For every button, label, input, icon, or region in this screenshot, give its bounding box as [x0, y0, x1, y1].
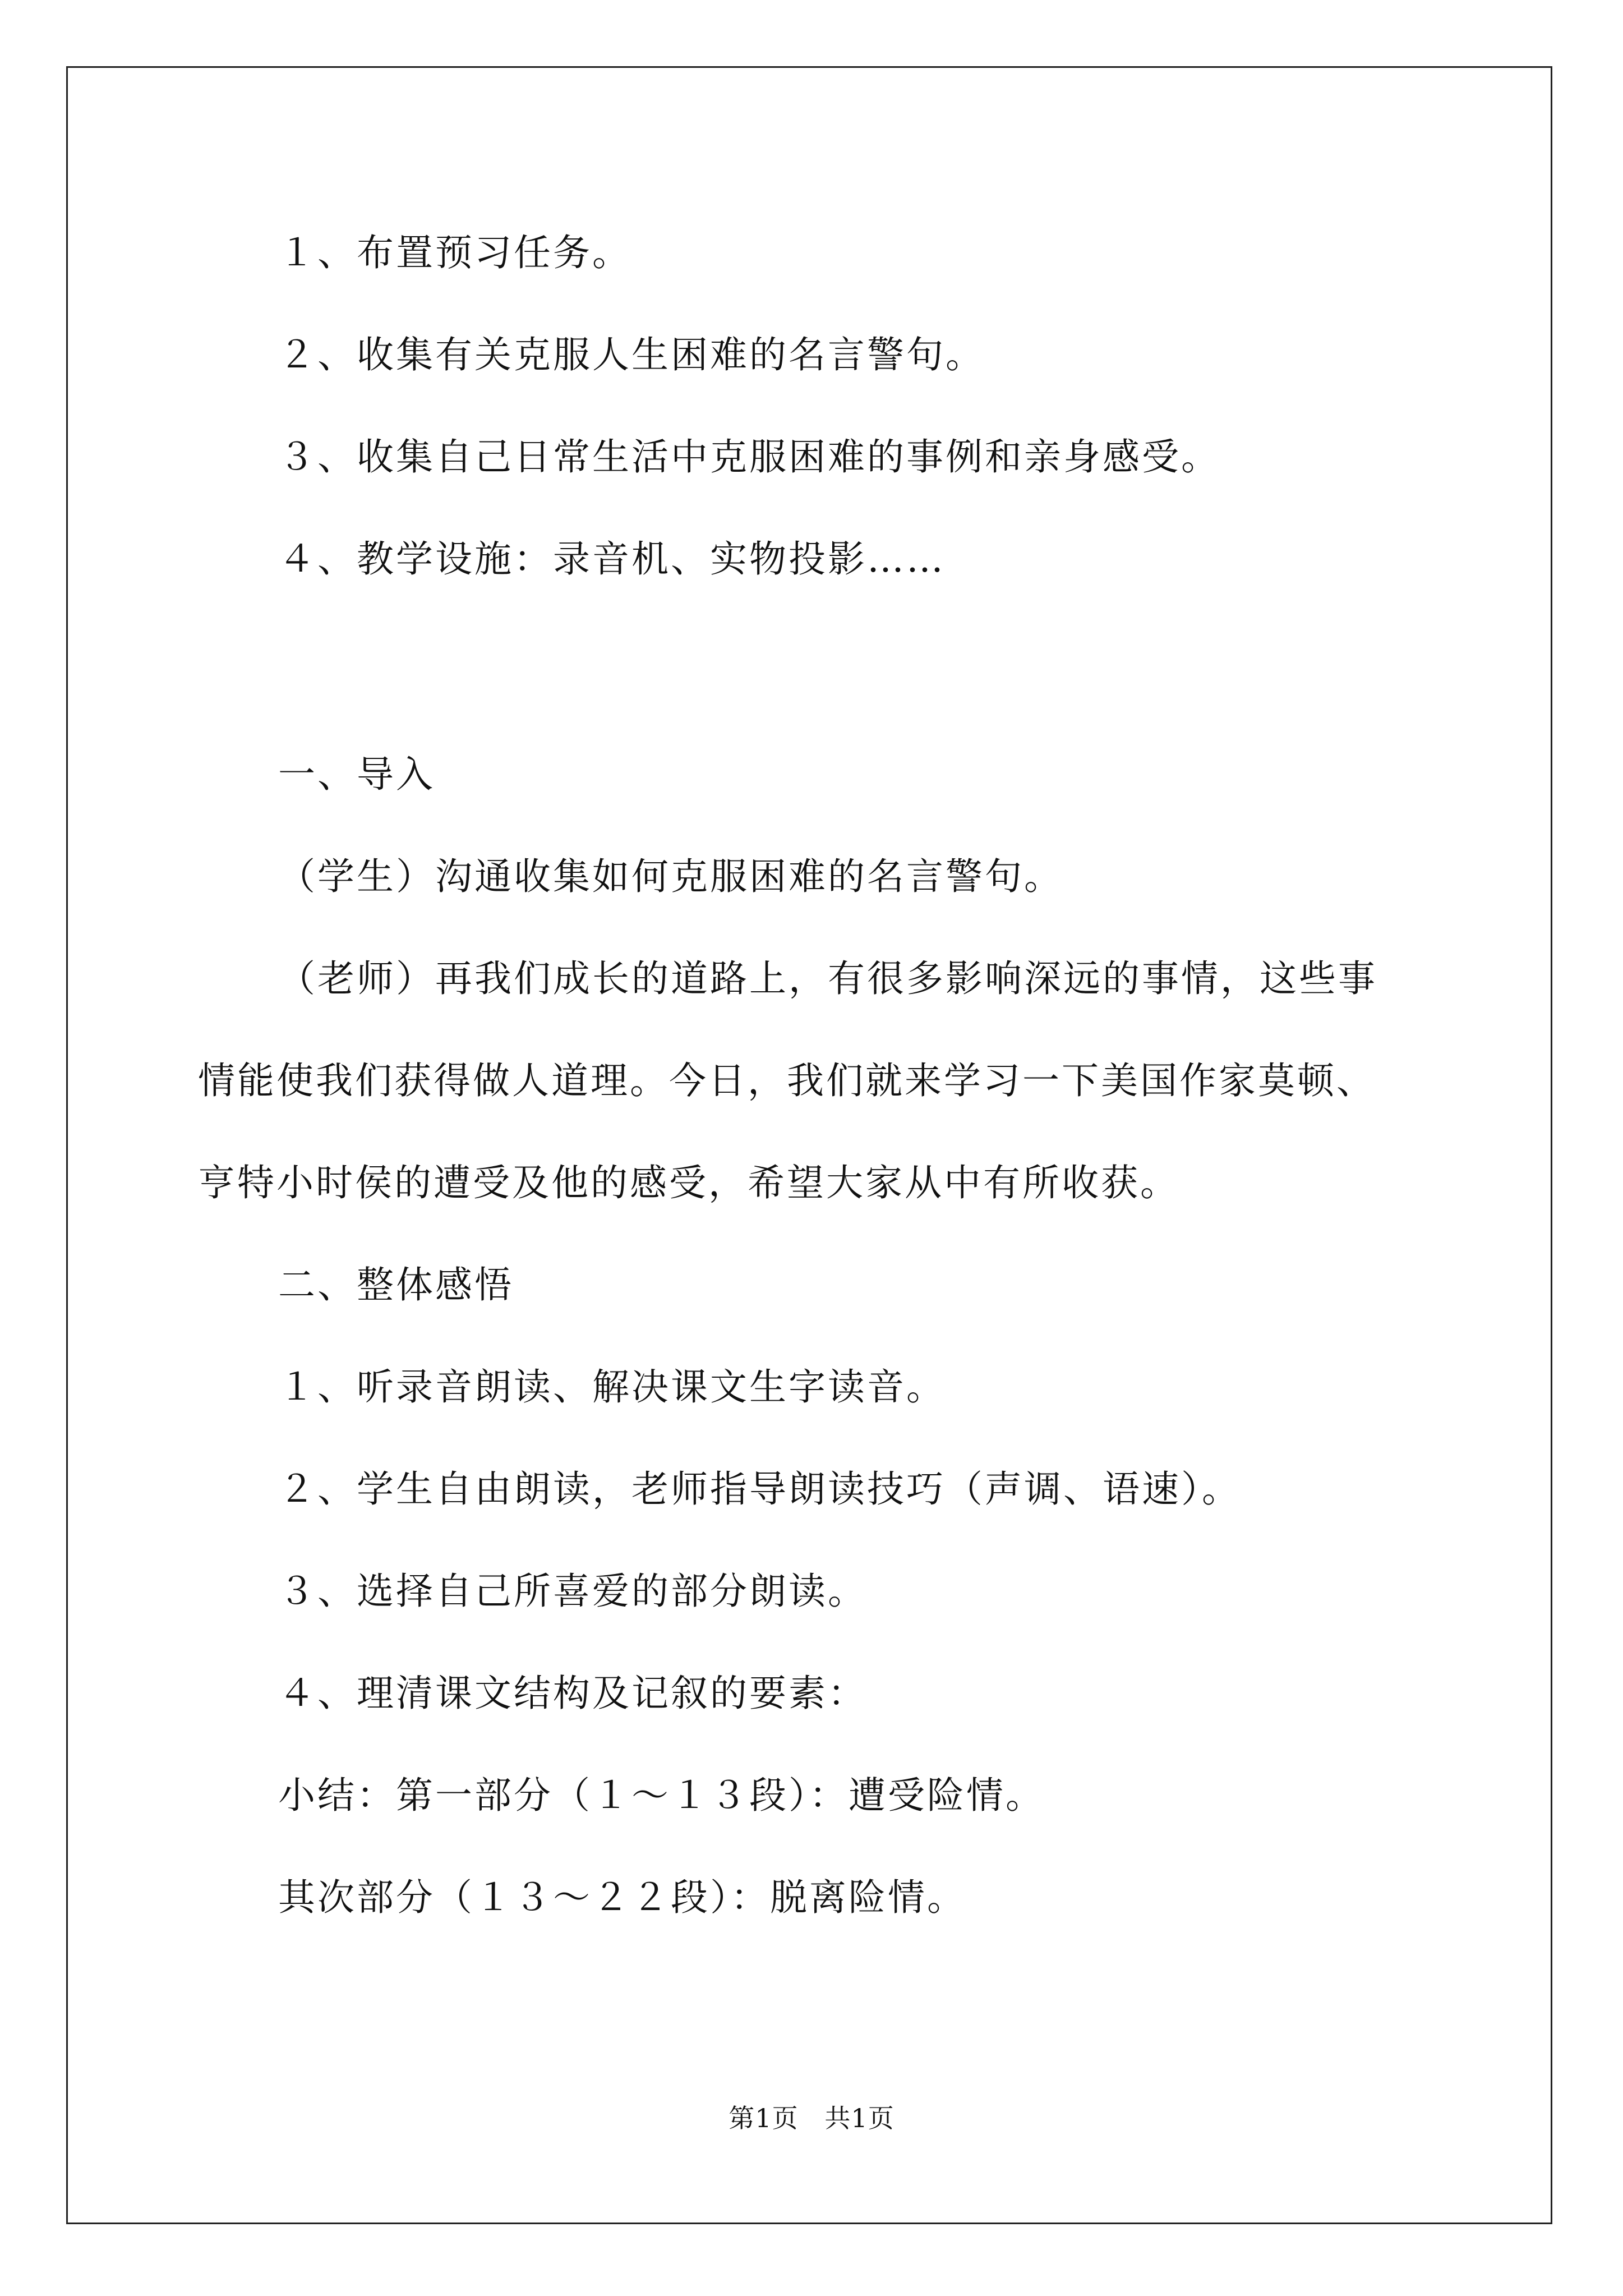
- summary-part-2: 其次部分（１３～２２段）：脱离险情。: [278, 1876, 966, 1919]
- overall-item-3: ３、选择自己所喜爱的部分朗读。: [278, 1570, 867, 1613]
- intro-paragraph-teacher-line-3: 亨特小时侯的遭受及他的感受，希望大家从中有所收获。: [198, 1161, 1179, 1204]
- prep-item-3: ３、收集自己日常生活中克服困难的事例和亲身感受。: [278, 435, 1220, 478]
- section-heading-overall: 二、整体感悟: [278, 1263, 514, 1306]
- intro-paragraph-student: （学生）沟通收集如何克服困难的名言警句。: [278, 855, 1063, 898]
- section-heading-intro: 一、导入: [278, 753, 435, 796]
- prep-item-4: ４、教学设施：录音机、实物投影……: [278, 537, 946, 581]
- page-number-footer: 第1页 共1页: [728, 2103, 895, 2133]
- overall-item-1: １、听录音朗读、解决课文生字读音。: [278, 1365, 946, 1409]
- prep-item-2: ２、收集有关克服人生困难的名言警句。: [278, 333, 985, 376]
- summary-part-1: 小结：第一部分（１～１３段）：遭受险情。: [278, 1774, 1045, 1817]
- overall-item-4: ４、理清课文结构及记叙的要素：: [278, 1672, 867, 1715]
- overall-item-2: ２、学生自由朗读，老师指导朗读技巧（声调、语速）。: [278, 1467, 1241, 1511]
- intro-paragraph-teacher-line-2: 情能使我们获得做人道理。今日，我们就来学习一下美国作家莫顿、: [198, 1059, 1376, 1102]
- prep-item-1: １、布置预习任务。: [278, 231, 631, 274]
- intro-paragraph-teacher-line-1: （老师）再我们成长的道路上，有很多影响深远的事情，这些事: [278, 957, 1377, 1000]
